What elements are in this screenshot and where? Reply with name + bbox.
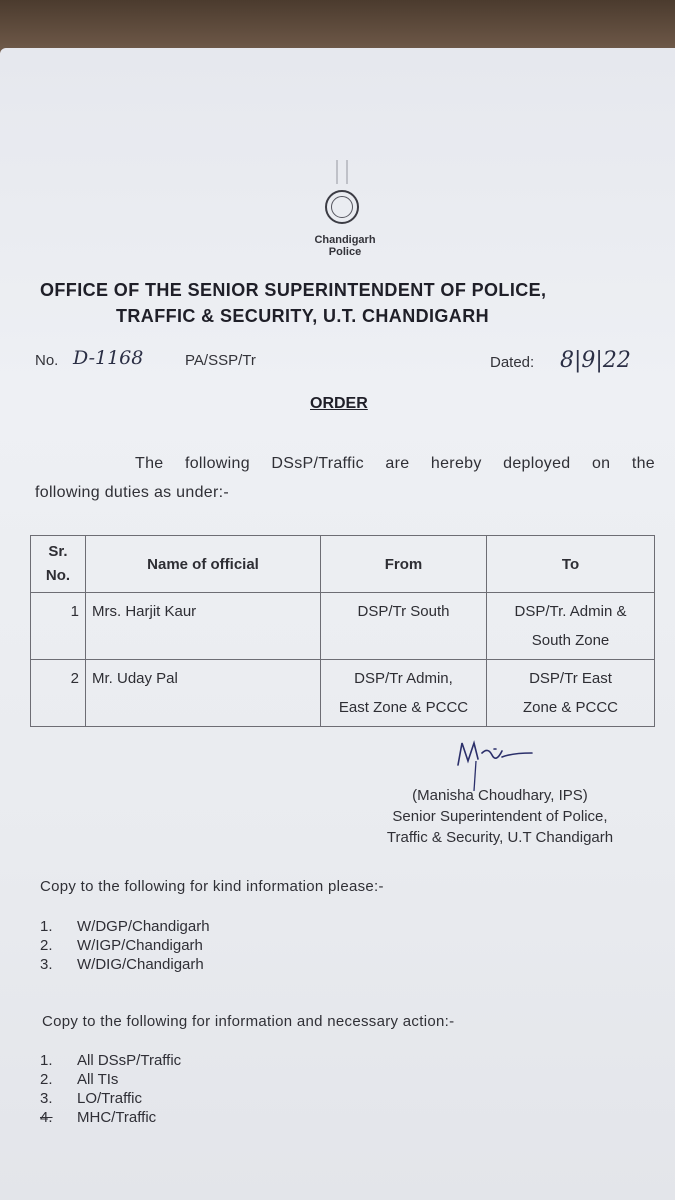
dated-label: Dated: [490, 354, 535, 371]
signature-block [345, 785, 655, 848]
emblem-line2: Police [328, 246, 362, 258]
office-heading-line2: TRAFFIC & SECURITY, U.T. CHANDIGARH [116, 306, 489, 326]
header-name: Name of official [86, 536, 321, 593]
emblem-inner-ring-icon [331, 196, 353, 218]
list-item: 3. LO/Traffic [40, 1090, 143, 1107]
row1-name: Mrs. Harjit Kaur [86, 593, 321, 660]
intro-line2: following duties as under:- [35, 484, 229, 501]
row1-sr: 1 [31, 593, 86, 660]
header-sr-line2: No. [45, 567, 71, 584]
signatory-office: Traffic & Security, U.T Chandigarh [386, 829, 614, 846]
signatory-name: (Manisha Choudhary, IPS) [412, 787, 588, 804]
list-item: 1. W/DGP/Chandigarh [40, 918, 210, 935]
row1-to [487, 593, 655, 660]
copy-info-heading: Copy to the following for kind information please:- [40, 878, 384, 895]
row2-to-line2: Zone & PCCC [522, 699, 619, 716]
table-header-row [31, 536, 655, 593]
dated-value: 8|9|22 [560, 348, 631, 373]
list-item: 1. All DSsP/Traffic [40, 1052, 182, 1069]
emblem-crest-icon [336, 160, 348, 184]
row2-sr: 2 [31, 660, 86, 727]
header-sr-line1: Sr. [48, 543, 68, 560]
emblem-caption [290, 234, 400, 258]
office-heading-line1: OFFICE OF THE SENIOR SUPERINTENDENT OF POLICE, [40, 280, 547, 300]
row2-from-line2: East Zone & PCCC [338, 699, 469, 716]
list-item: 2. All TIs [40, 1071, 119, 1088]
row1-to-line1: DSP/Tr. Admin & [514, 603, 627, 620]
copy-action-heading: Copy to the following for information and necessary action:- [42, 1013, 455, 1030]
list-item: 3. W/DIG/Chandigarh [40, 956, 204, 973]
ref-section: PA/SSP/Tr [185, 352, 256, 369]
row2-to [487, 660, 655, 727]
row2-to-line1: DSP/Tr East [529, 670, 612, 687]
header-from: From [321, 536, 487, 593]
row1-to-line2: South Zone [531, 632, 610, 649]
copy-action-list [40, 1051, 181, 1127]
ref-no-value: D-1168 [73, 347, 144, 369]
intro-line1: The following DSsP/Traffic are hereby deployed on the [135, 455, 655, 472]
table-row [31, 660, 655, 727]
emblem-line1: Chandigarh [314, 234, 376, 246]
order-title: ORDER [310, 395, 368, 412]
row2-name: Mr. Uday Pal [86, 660, 321, 727]
table-row [31, 593, 655, 660]
header-to: To [487, 536, 655, 593]
row1-from: DSP/Tr South [321, 593, 487, 660]
copy-info-list [40, 917, 210, 974]
header-sr-no [31, 536, 86, 593]
row2-from-line1: DSP/Tr Admin, [354, 670, 453, 687]
ref-no-label: No. [35, 352, 59, 369]
duty-table [30, 535, 655, 727]
signatory-designation: Senior Superintendent of Police, [392, 808, 608, 825]
list-item: 2. W/IGP/Chandigarh [40, 937, 203, 954]
list-item: 4. MHC/Traffic [40, 1109, 157, 1126]
row2-from [321, 660, 487, 727]
